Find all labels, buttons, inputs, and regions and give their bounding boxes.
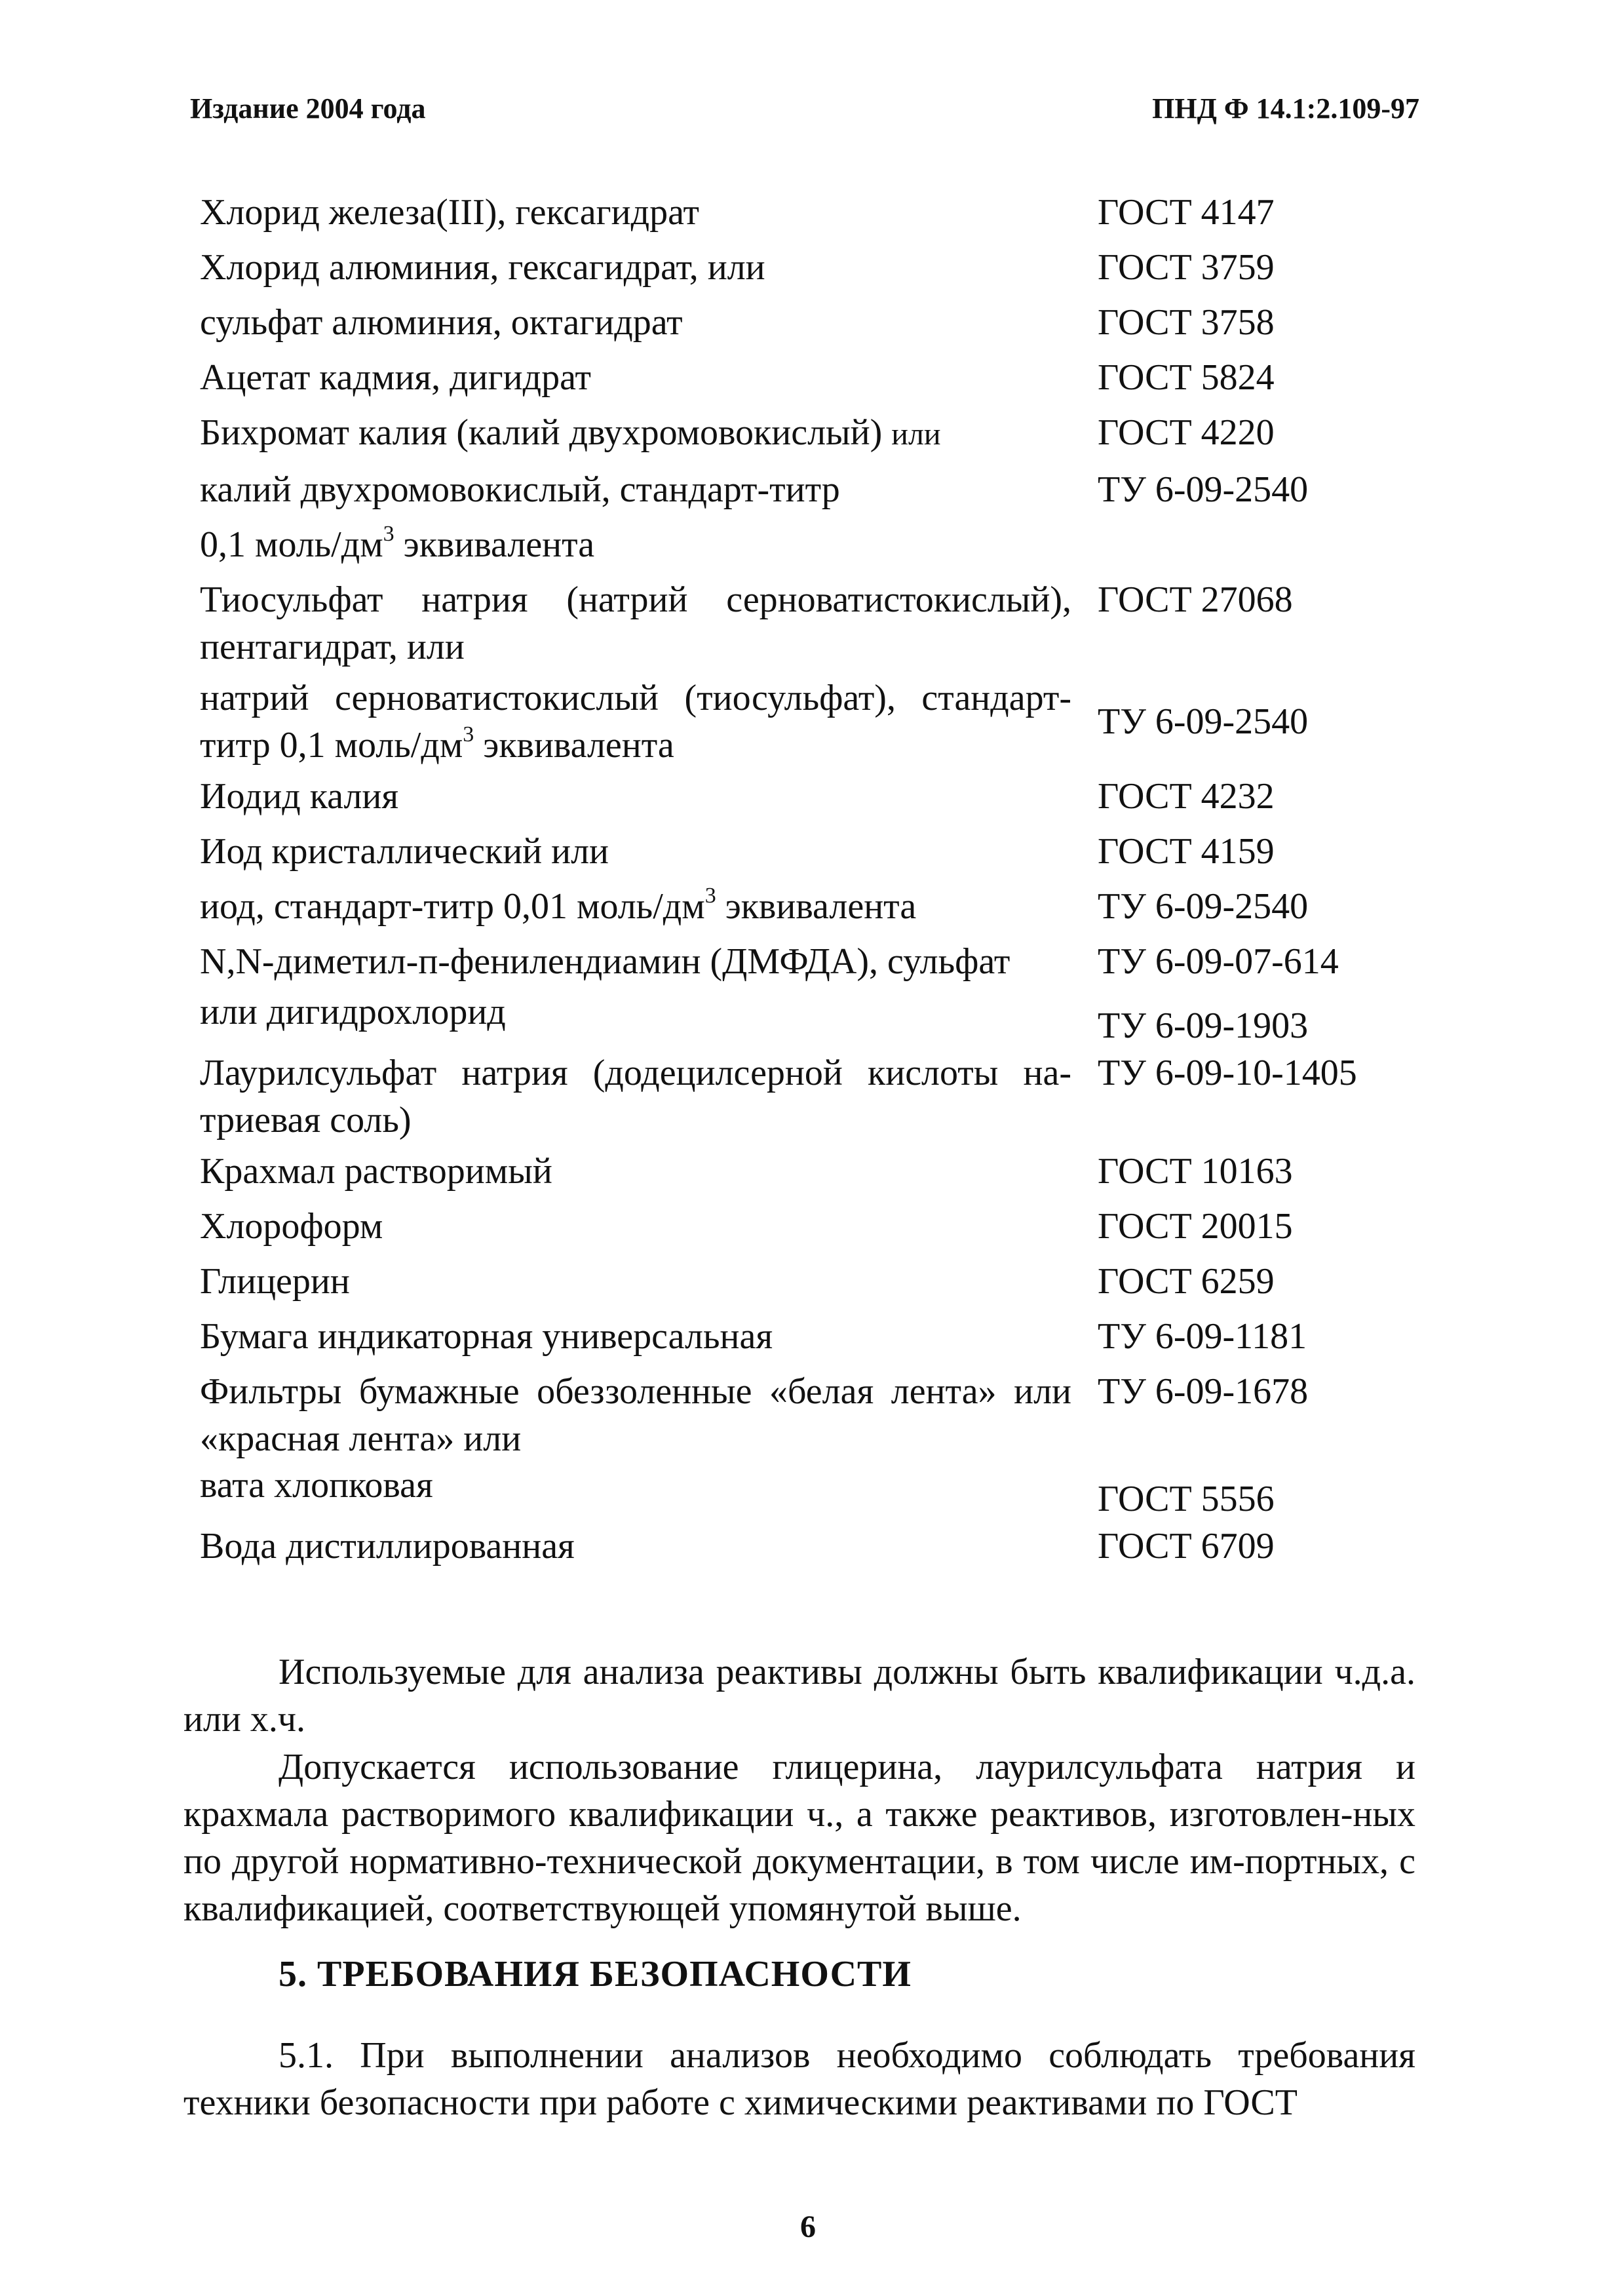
reagent-name: калий двухромовокислый, стандарт-титр [200, 469, 840, 510]
reagent-name: сульфат алюминия, октагидрат [200, 302, 683, 343]
page-header [190, 92, 1419, 138]
reagent-name-conjunction: или [891, 417, 941, 452]
reagent-name [200, 879, 1071, 934]
reagent-name-part: 0,1 моль/дм [200, 524, 383, 565]
reagent-standard: ГОСТ 4220 [1098, 412, 1275, 453]
page-number: 6 [800, 2209, 816, 2244]
reagent-row [200, 769, 1432, 824]
reagent-row [200, 517, 1432, 572]
reagent-row [200, 1364, 1432, 1462]
reagent-row [200, 934, 1432, 989]
reagent-name: Ацетат кадмия, дигидрат [200, 357, 591, 398]
reagent-standard: ГОСТ 27068 [1098, 579, 1293, 620]
reagent-standard: ГОСТ 6709 [1098, 1526, 1275, 1566]
reagent-row [200, 295, 1432, 350]
reagent-row [200, 350, 1432, 405]
reagent-standard: ГОСТ 4232 [1098, 776, 1275, 817]
reagent-name: Хлорид алюминия, гексагидрат, или [200, 247, 765, 288]
reagent-row [200, 462, 1432, 517]
reagent-row [200, 185, 1432, 240]
reagent-name: Крахмал растворимый [200, 1151, 552, 1192]
reagent-name: Иодид калия [200, 776, 399, 817]
reagent-row [200, 1199, 1432, 1254]
reagent-row [200, 405, 1432, 462]
reagent-standard: ГОСТ 6259 [1098, 1261, 1275, 1302]
reagent-standard: ГОСТ 20015 [1098, 1206, 1293, 1247]
reagent-standard: ГОСТ 5824 [1098, 357, 1275, 398]
reagent-standard: ТУ 6-09-1181 [1098, 1316, 1307, 1357]
reagent-standard: ГОСТ 5556 [1098, 1479, 1275, 1519]
reagent-name: Хлороформ [200, 1206, 383, 1247]
reagent-name-text: Бихромат калия (калий двухромовокислый) [200, 412, 883, 453]
superscript: 3 [704, 884, 716, 908]
reagent-name [200, 517, 1071, 572]
reagent-row [200, 1144, 1432, 1199]
reagent-name: Тиосульфат натрия (натрий серноватистокислый), пентагидрат, или [200, 579, 1071, 667]
reagent-row [200, 824, 1432, 879]
reagent-standard: ТУ 6-09-07-614 [1098, 941, 1339, 982]
reagent-row [200, 1462, 1432, 1519]
reagent-standard: ГОСТ 3759 [1098, 247, 1275, 288]
reagent-name-part: эквивалента [474, 725, 674, 766]
reagent-row [200, 879, 1432, 934]
reagent-name-part: иод, стандарт-титр 0,01 моль/дм [200, 886, 705, 927]
reagent-standard: ГОСТ 10163 [1098, 1151, 1293, 1192]
reagent-name: вата хлопковая [200, 1465, 433, 1506]
allowance-paragraph: Допускается использование глицерина, лаурилсульфата натрия и крахмала растворимого квалификации ч., а также реактивов, изготовлен-ных по другой нормативно-технической документации, в том числе им-портных, с квалификацией, соответствующей упомянутой выше. [183, 1747, 1415, 1929]
reagent-name: или дигидрохлорид [200, 992, 506, 1032]
reagent-name [200, 405, 1071, 462]
reagent-standard: ТУ 6-09-10-1405 [1098, 1053, 1357, 1093]
reagent-standard: ТУ 6-09-2540 [1098, 469, 1309, 510]
reagent-name-part: натрий серноватистокислый (тиосульфат), стандарт-титр 0,1 моль/дм [200, 678, 1071, 766]
reagent-name: Глицерин [200, 1261, 350, 1302]
reagent-name-part: эквивалента [716, 886, 917, 927]
reagent-standard: ГОСТ 3758 [1098, 302, 1275, 343]
reagent-name: N,N-диметил-п-фенилендиамин (ДМФДА), сульфат [200, 941, 1010, 982]
reagent-name: Лаурилсульфат натрия (додецилсерной кислоты на-триевая соль) [200, 1053, 1071, 1140]
qualification-paragraph: Используемые для анализа реактивы должны быть квалификации ч.д.а. или х.ч. [183, 1652, 1415, 1740]
reagent-name-part: эквивалента [394, 524, 595, 565]
reagent-name [200, 671, 1071, 769]
document-code: ПНД Ф 14.1:2.109-97 [1152, 92, 1419, 125]
reagent-standard: ТУ 6-09-1903 [1098, 1005, 1309, 1046]
reagent-row [200, 989, 1432, 1045]
reagent-row [200, 1254, 1432, 1309]
reagent-row [200, 1045, 1432, 1144]
reagent-name: Хлорид железа(III), гексагидрат [200, 192, 699, 233]
superscript: 3 [463, 722, 474, 747]
superscript: 3 [383, 522, 394, 547]
section-heading: 5. ТРЕБОВАНИЯ БЕЗОПАСНОСТИ [279, 1954, 912, 1994]
reagent-name: Бумага индикаторная универсальная [200, 1316, 773, 1357]
reagents-list [200, 185, 1432, 1574]
reagent-name: Фильтры бумажные обеззоленные «белая лента» или «красная лента» или [200, 1371, 1071, 1459]
reagent-standard: ТУ 6-09-2540 [1098, 886, 1309, 927]
edition-label: Издание 2004 года [190, 92, 426, 125]
safety-paragraph: 5.1. При выполнении анализов необходимо соблюдать требования техники безопасности при работе с химическими реактивами по ГОСТ [183, 2035, 1415, 2123]
reagent-row [200, 240, 1432, 295]
reagent-row [200, 572, 1432, 671]
reagent-standard: ТУ 6-09-2540 [1098, 701, 1309, 742]
reagent-standard: ГОСТ 4159 [1098, 831, 1275, 872]
reagent-name: Вода дистиллированная [200, 1526, 575, 1566]
reagent-standard: ТУ 6-09-1678 [1098, 1371, 1309, 1412]
reagent-row [200, 1519, 1432, 1574]
reagent-standard: ГОСТ 4147 [1098, 192, 1275, 233]
reagent-name: Иод кристаллический или [200, 831, 609, 872]
reagent-row [200, 671, 1432, 769]
reagent-row [200, 1309, 1432, 1364]
